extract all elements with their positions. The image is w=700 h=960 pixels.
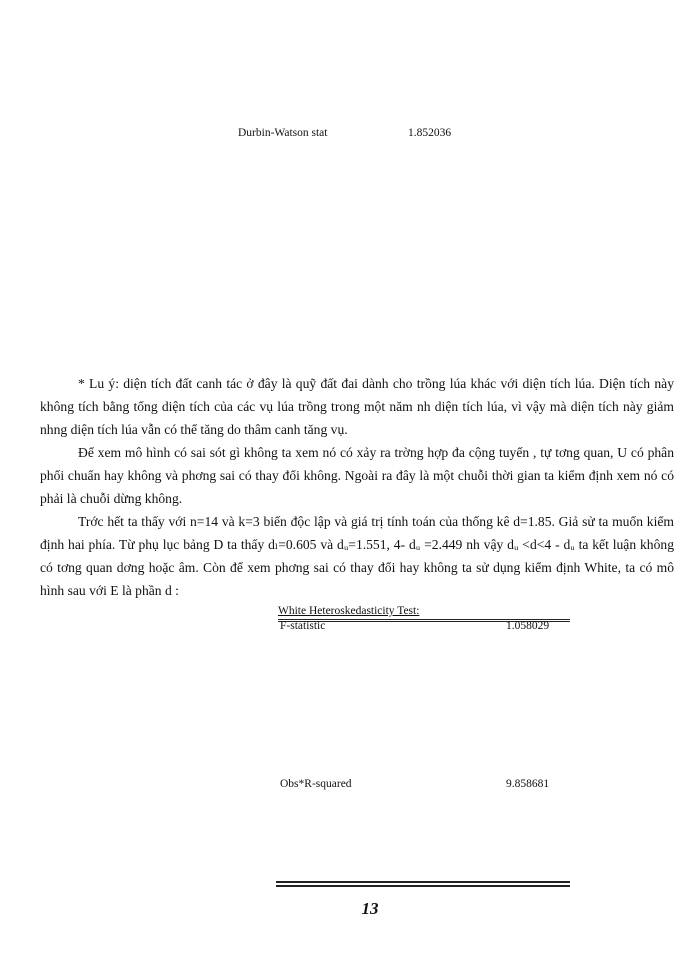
paragraph-3: Trớc hết ta thấy với n=14 và k=3 biến độc lập và giá trị tính toán của thống kê d=1.85. Giả sử ta muốn kiểm định hai phía. Từ phụ lục bảng D ta thấy dₗ=0.605 và dᵤ=1.551, 4- dᵤ =2.449 nh vậy dᵤ <d<4 - dᵤ ta kết luận không có tơng quan dơng hoặc âm. Còn để xem phơng sai có thay đổi hay không ta sử dụng kiểm định White, ta có mô hình sau với E là phần d : xyxy=(40,514,674,598)
model-check-paragraph xyxy=(40,441,674,510)
durbin-watson-label: Durbin-Watson stat xyxy=(238,127,328,139)
obs-r-squared-label: Obs*R-squared xyxy=(280,778,352,790)
f-statistic-label: F-statistic xyxy=(280,620,326,632)
footer-rule xyxy=(276,881,570,887)
white-test-title: White Heteroskedasticity Test: xyxy=(278,605,420,617)
paragraph-2: Để xem mô hình có sai sót gì không ta xem nó có xảy ra trờng hợp đa cộng tuyến , tự tơng quan, U có phân phối chuẩn hay không và phơng sai có thay đổi không. Ngoài ra đây là một chuỗi thời gian ta kiểm định xem nó có phải là chuỗi dừng không. xyxy=(40,445,674,506)
page-number: 13 xyxy=(361,899,379,918)
obs-r-squared-value: 9.858681 xyxy=(506,778,550,790)
note-paragraph xyxy=(40,372,674,441)
durbin-watson-paragraph xyxy=(40,510,674,602)
paragraph-1: * Lu ý: diện tích đất canh tác ở đây là quỹ đất đai dành cho trồng lúa khác với diện tích lúa. Diện tích này không tích bằng tổng diện tích của các vụ lúa trồng trong một năm nh diện tích lúa, vì vậy mà diện tích này giảm nhng diện tích lúa vẫn có thể tăng do thâm canh tăng vụ. xyxy=(40,376,674,437)
f-statistic-value: 1.058029 xyxy=(506,620,550,632)
durbin-watson-value: 1.852036 xyxy=(408,127,452,139)
